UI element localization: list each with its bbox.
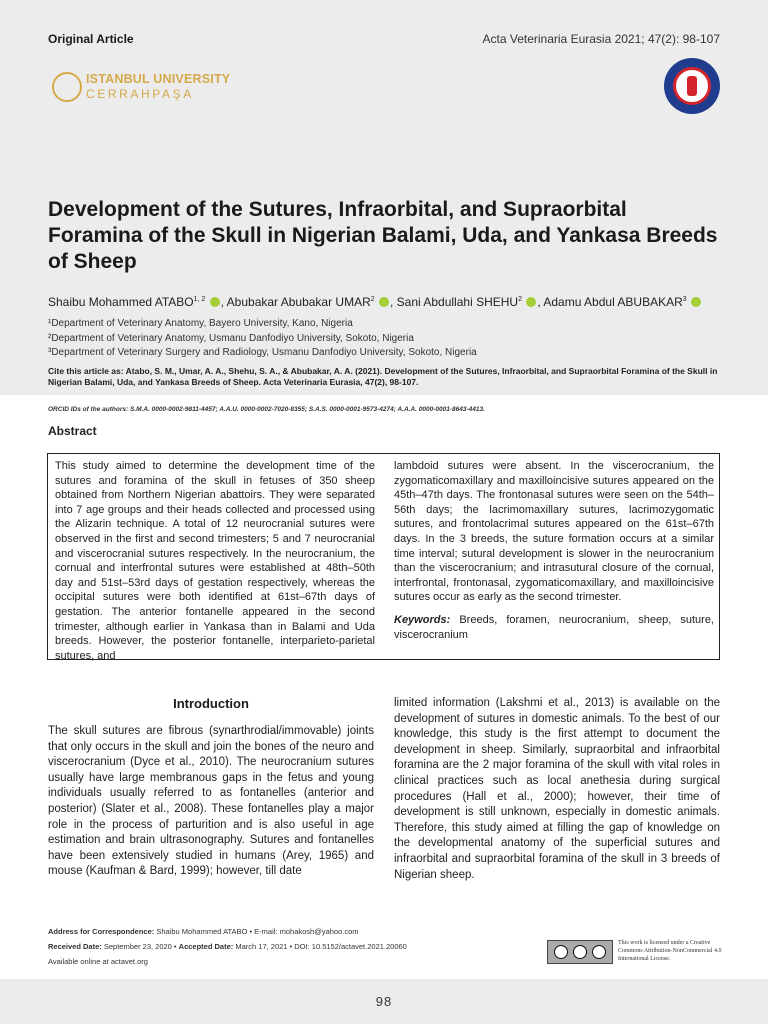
author-name: Sani Abdullahi SHEHU <box>396 295 519 309</box>
abstract-heading: Abstract <box>48 424 97 438</box>
available-online: Available online at actavet.org <box>48 957 148 966</box>
orcid-icon[interactable] <box>210 297 220 307</box>
by-icon <box>573 945 587 959</box>
author-name: Shaibu Mohammed ATABO <box>48 295 194 309</box>
nc-icon <box>592 945 606 959</box>
citation: Cite this article as: Atabo, S. M., Umar, A. A., Shehu, S. A., & Abubakar, A. A. (2021). Development of the Sutures, Infraorbital, and Supraorbital Foramina of the Skull in Nigerian Balami, Uda, and Yankasa Breeds of Sheep. Acta Veterinaria Eurasia, 47(2), 98-107. <box>48 366 718 387</box>
orcid-icon[interactable] <box>379 297 389 307</box>
article-type-label: Original Article <box>48 32 134 46</box>
introduction-heading: Introduction <box>173 696 249 711</box>
abstract-text-right: lambdoid sutures were absent. In the viscerocranium, the zygomaticomaxillary and maxilloincisive sutures appeared on the 45th–47th days. The frontonasal sutures were seen on the 54th–56th days; the lacrimomaxillary sutures, lacrimozygomatic sutures, and frontolacrimal sutures appeared on the 61st–67th days. In the 3 breeds, the suture formation occurs at a similar time interval; sutural development is slower in the neurocranium than the viscerocranium; and intrasutural closure of the cornual, interfrontal, frontonasal, zygomaticomaxillary, and maxilloincisive sutures occur as early as the second trimester. Keywords: Breeds, foramen, neurocranium, sheep, suture, viscerocranium <box>394 460 714 641</box>
license-text: This work is licensed under a Creative Commons Attribution-NonCommercial 4.0 International License. <box>618 940 722 962</box>
orcid-icon[interactable] <box>526 297 536 307</box>
cc-icon <box>554 945 568 959</box>
article-title: Development of the Sutures, Infraorbital, and Supraorbital Foramina of the Skull in Nigerian Balami, Uda, and Yankasa Breeds of Sheep <box>48 198 718 273</box>
keywords: Breeds, foramen, neurocranium, sheep, suture, viscerocranium <box>394 613 714 641</box>
page-number: 98 <box>375 994 393 1009</box>
university-subname: CERRAHPAŞA <box>86 87 194 101</box>
keywords-label: Keywords: <box>394 613 451 626</box>
orcid-icon[interactable] <box>691 297 701 307</box>
introduction-text-left: The skull sutures are fibrous (synarthrodial/immovable) joints that only occurs in the skull and join the bones of the neuro and viscerocranium (Dyce et al., 2010). The neurocranium sutures usually have large membranous gaps in the fetus and young individuals usually referred to as fontanelles (anterior and posterior) (Slater et al., 2008). These fontanelles play a major role in the process of parturition and is also useful in age estimation and brain ultrasonography. Sutures and fontanelles have been extensively studied in humans (Arey, 1965) and mouse (Kaufman & Bard, 1999); however, till date <box>48 725 374 878</box>
author-list: Shaibu Mohammed ATABO$^{1, 2}$ , Abubakar Abubakar UMAR$^2$ , Sani Abdullahi SHEHU$^2$ , Adamu Abdul ABUBAKAR$^3$ <box>48 295 738 309</box>
author-name: Abubakar Abubakar UMAR <box>226 295 371 309</box>
orcid-ids: ORCID IDs of the authors: S.M.A. 0000-0002-9811-4457; A.A.U. 0000-0002-7020-8355; S.A.S. 0000-0001-9573-4274; A.A.A. 0000-0001-8643-4413. <box>48 406 485 413</box>
abstract-text-left: This study aimed to determine the development time of the sutures and foramina of the skull in fetuses of 350 sheep obtained from Northern Nigerian abattoirs. They were separated into 7 age groups and their heads collected and processed using the Alizarin technique. A total of 12 neurocranial sutures were observed in the first and second trimesters; 5 and 7 neurocranial and viscerocranial sutures respectively. In the neurocranium, the cornual and interfrontal sutures were established at 48th–50th day and 51st–53rd days of gestation respectively, whereas the occipital sutures were both identified at 61st–67th days of gestation. The anterior fontanelle appeared in the second trimester, although earlier in Yankasa than in Balami and Uda breeds. However, the posterior fontanelle, interparieto-parietal sutures, and <box>55 460 375 662</box>
correspondence: Address for Correspondence: Shaibu Mohammed ATABO • E-mail: mohakosh@yahoo.com <box>48 927 359 936</box>
cc-license-badge-icon[interactable] <box>547 940 613 964</box>
author-name: Adamu Abdul ABUBAKAR <box>543 295 683 309</box>
journal-seal-icon <box>664 58 720 114</box>
journal-reference: Acta Veterinaria Eurasia 2021; 47(2): 98-107 <box>482 32 720 46</box>
university-emblem-icon <box>52 72 82 102</box>
university-name: ISTANBUL UNIVERSITY <box>86 72 231 86</box>
dates-doi: Received Date: September 23, 2020 • Accepted Date: March 17, 2021 • DOI: 10.5152/actavet.2021.20060 <box>48 942 407 951</box>
affiliation: ²Department of Veterinary Anatomy, Usmanu Danfodiyo University, Sokoto, Nigeria <box>48 333 414 344</box>
affiliation: ¹Department of Veterinary Anatomy, Bayero University, Kano, Nigeria <box>48 318 353 329</box>
affiliation: ³Department of Veterinary Surgery and Radiology, Usmanu Danfodiyo University, Sokoto, Nigeria <box>48 347 477 358</box>
introduction-text-right: limited information (Lakshmi et al., 2013) is available on the development of sutures in domestic animals. To the best of our knowledge, this study is the first attempt to document the development in sheep. Similarly, supraorbital and infraorbital foramina are the 2 major foramina of the skull with vital roles in clinical practices such as local anethesia during surgical procedures (Hall et al., 2000); however, their time of development is still unknown, especially in domestic animals. Therefore, this study aimed at filling the gap of knowledge on the developmental anatomy of the superficial sutures and infraorbital and supraorbital foramina of the skull in 3 breeds of Nigerian sheep. <box>394 697 720 881</box>
